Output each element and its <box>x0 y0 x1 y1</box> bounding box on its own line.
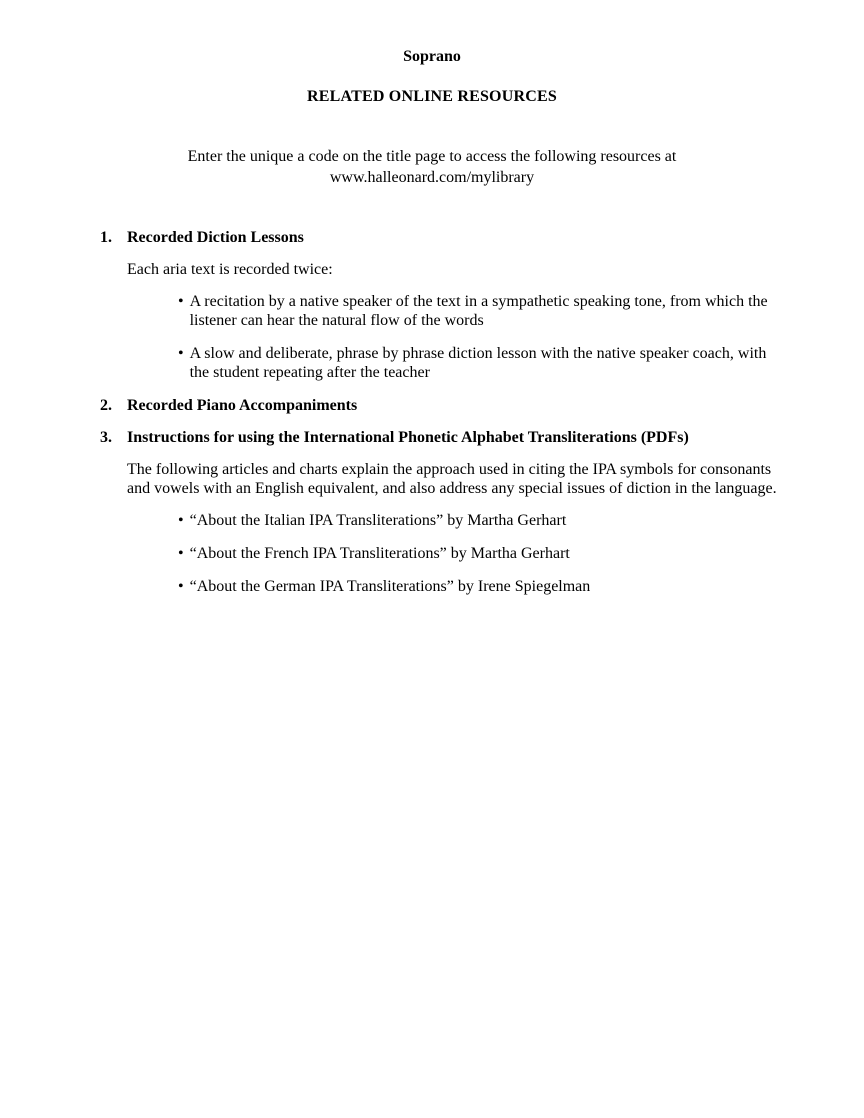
section-number: 1. <box>100 229 112 246</box>
list-item <box>178 544 788 563</box>
section-number: 3. <box>100 429 112 446</box>
section-heading <box>100 228 788 247</box>
section-title: Recorded Piano Accompaniments <box>127 397 358 414</box>
list-item <box>178 511 788 530</box>
bullet-text: A slow and deliberate, phrase by phrase diction lesson with the native speaker coach, with the student repeating after the teacher <box>189 345 767 381</box>
list-item <box>178 292 788 330</box>
bullet-text: “About the Italian IPA Transliterations” by Martha Gerhart <box>189 512 567 529</box>
intro-line-1: Enter the unique a code on the title page to access the following resources at <box>187 148 677 165</box>
bullet-icon: • <box>178 293 184 310</box>
page-heading: RELATED ONLINE RESOURCES <box>307 88 557 105</box>
bullet-text: “About the German IPA Transliterations” by Irene Spiegelman <box>189 578 591 595</box>
bullet-text: “About the French IPA Transliterations” by Martha Gerhart <box>189 545 570 562</box>
list-item <box>178 577 788 596</box>
page-title: Soprano <box>403 48 461 65</box>
list-item <box>178 344 788 382</box>
section-body <box>127 260 788 382</box>
bullet-list <box>127 292 788 382</box>
bullet-icon: • <box>178 512 184 529</box>
section-heading <box>100 396 788 415</box>
section-paragraph: Each aria text is recorded twice: <box>127 261 333 278</box>
section-number: 2. <box>100 397 112 414</box>
bullet-text: A recitation by a native speaker of the text in a sympathetic speaking tone, from which the listener can hear the natural flow of the words <box>189 293 768 329</box>
bullet-list <box>127 511 788 596</box>
section-body <box>127 460 788 596</box>
section-recorded-diction-lessons <box>100 228 788 382</box>
section-title: Recorded Diction Lessons <box>127 229 304 246</box>
section-paragraph: The following articles and charts explain the approach used in citing the IPA symbols for consonants and vowels with an English equivalent, and also address any special issues of diction in the language. <box>127 461 777 497</box>
section-ipa-instructions <box>100 428 788 596</box>
bullet-icon: • <box>178 345 184 362</box>
section-title: Instructions for using the International Phonetic Alphabet Transliterations (PDFs) <box>127 429 689 446</box>
section-heading <box>100 428 788 447</box>
resource-list <box>0 228 864 596</box>
bullet-icon: • <box>178 578 184 595</box>
section-recorded-piano-accompaniments <box>100 396 788 415</box>
intro-paragraph <box>0 146 864 188</box>
intro-url-text: www.halleonard.com/mylibrary <box>329 169 535 186</box>
bullet-icon: • <box>178 545 184 562</box>
